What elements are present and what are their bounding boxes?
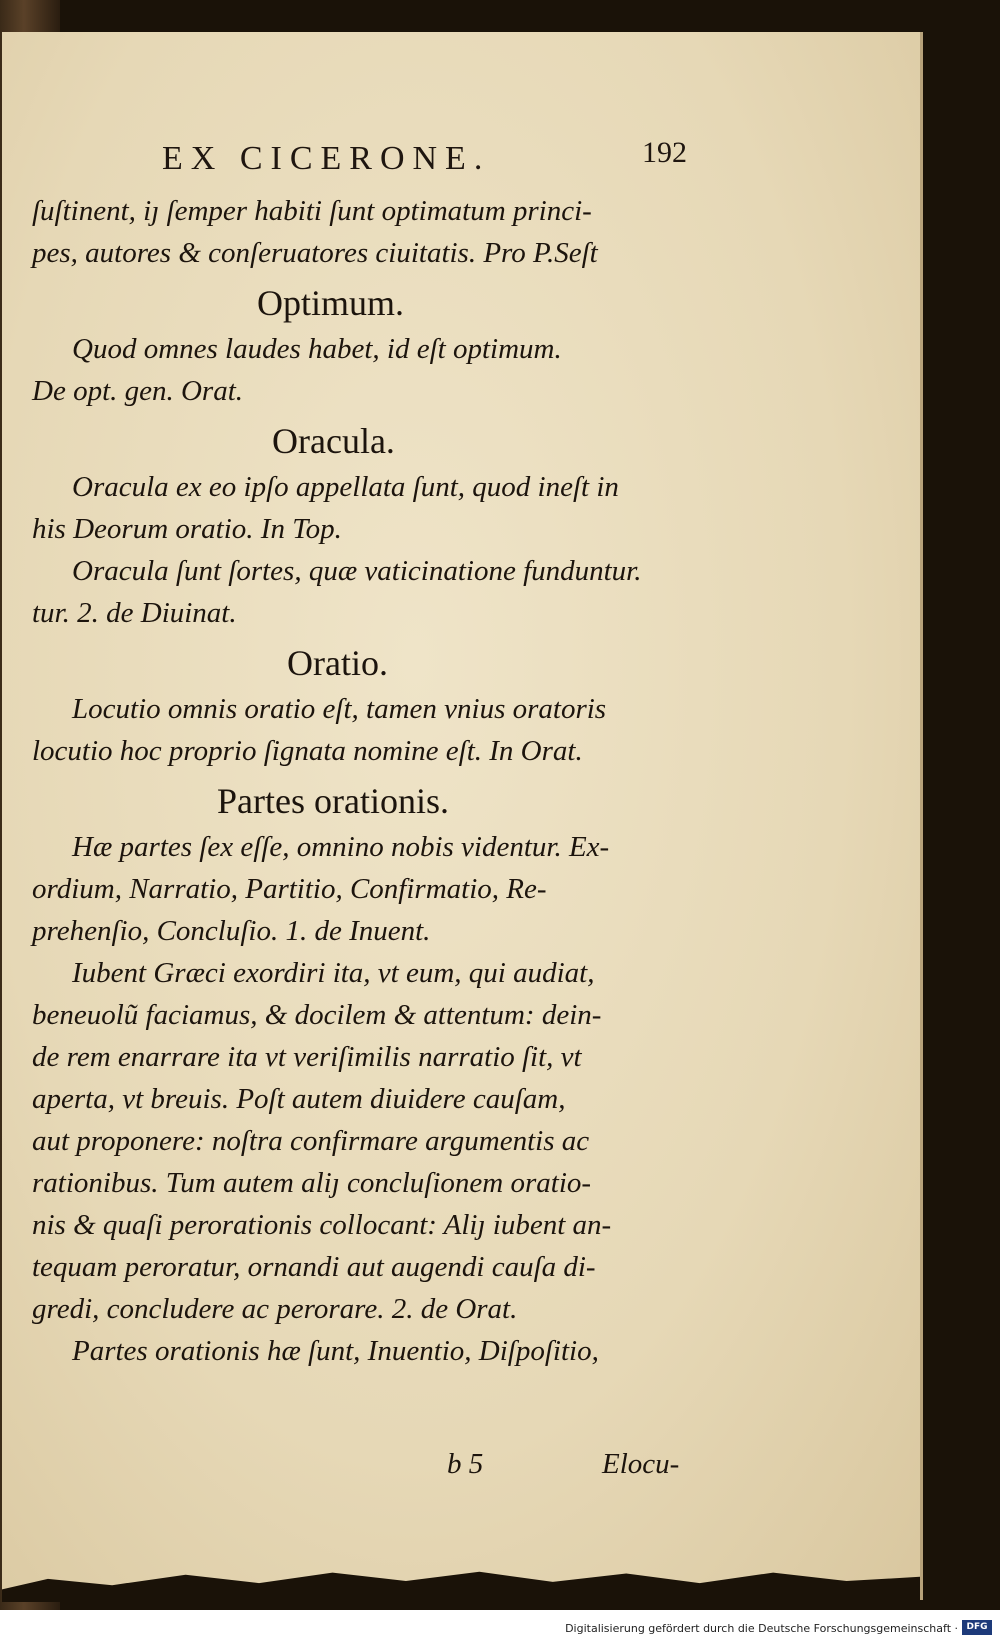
text-line: locutio hoc proprio ſignata nomine eſt. In Orat. (32, 735, 583, 767)
text-line: his Deorum oratio. In Top. (32, 513, 342, 545)
text-line: de rem enarrare ita vt veriſimilis narratio ſit, vt (32, 1041, 582, 1073)
signature-mark: b 5 (447, 1448, 484, 1480)
text-line: nis & quaſi perorationis collocant: Aliȷ iubent an- (32, 1209, 612, 1241)
section-heading: Optimum. (257, 283, 405, 323)
text-line: Iubent Græci exordiri ita, vt eum, qui audiat, (72, 957, 595, 989)
text-line: ſuſtinent, iȷ ſemper habiti ſunt optimatum princi- (32, 195, 592, 227)
page-text (32, 190, 712, 1480)
page-foot (32, 1443, 712, 1485)
text-line: rationibus. Tum autem aliȷ concluſionem oratio- (32, 1167, 592, 1199)
text-line: Hæ partes ſex eſſe, omnino nobis videntur. Ex- (72, 831, 610, 863)
page-number: 192 (642, 136, 687, 169)
text-line: ordium, Narratio, Partitio, Confirmatio, Re- (32, 873, 547, 905)
text-line: De opt. gen. Orat. (32, 375, 244, 407)
text-line: aut proponere: noſtra confirmare argumentis ac (32, 1125, 590, 1157)
text-line: tur. 2. de Diuinat. (32, 597, 237, 629)
section-heading: Partes orationis. (217, 781, 449, 821)
catchword: Elocu- (602, 1448, 680, 1480)
dfg-logo: DFG (962, 1620, 992, 1635)
text-line: Partes orationis hæ ſunt, Inuentio, Diſpoſitio, (72, 1335, 599, 1367)
text-line: aperta, vt breuis. Poſt autem diuidere cauſam, (32, 1083, 566, 1115)
section-heading: Oratio. (287, 643, 388, 683)
text-line: beneuolũ faciamus, & docilem & attentum: dein- (32, 999, 602, 1031)
text-line: Quod omnes laudes habet, id eſt optimum. (72, 333, 562, 365)
text-line: Locutio omnis oratio eſt, tamen vnius oratoris (72, 693, 607, 725)
section-heading: Oracula. (272, 421, 395, 461)
running-head: EX CICERONE. (162, 140, 491, 177)
footer-credit: Digitalisierung gefördert durch die Deutsche Forschungsgemeinschaft · (565, 1622, 958, 1635)
text-line: prehenſio, Concluſio. 1. de Inuent. (32, 915, 431, 947)
text-line: gredi, concludere ac perorare. 2. de Orat. (32, 1293, 518, 1325)
text-line: tequam peroratur, ornandi aut augendi cauſa di- (32, 1251, 596, 1283)
book-page (2, 32, 923, 1600)
text-line: Oracula ſunt ſortes, quæ vaticinatione funduntur. (72, 555, 642, 587)
text-line: pes, autores & conſeruatores ciuitatis. Pro P.Seſt (32, 237, 598, 269)
text-line: Oracula ex eo ipſo appellata ſunt, quod ineſt in (72, 471, 619, 503)
